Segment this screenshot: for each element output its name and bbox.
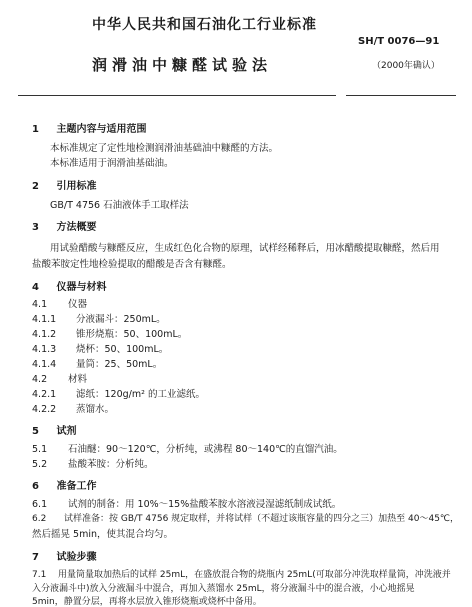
section-number: 3 — [32, 222, 39, 233]
clause-line: 6.2 试样准备：按 GB/T 4756 规定取样，并将试样（不超过该瓶容量的四分之三）加热至 40～45℃， — [32, 514, 460, 524]
section-number: 7 — [32, 552, 39, 563]
clause-line: 然后摇晃 5min，使其混合均匀。 — [32, 529, 173, 540]
section-title: 主题内容与适用范围 — [56, 124, 147, 135]
clause-line: 入分液漏斗中)放入分液漏斗中混合，再加入蒸馏水 25mL，将分液漏斗中的混合液，小心地摇晃 — [32, 584, 415, 594]
section-heading — [32, 278, 106, 293]
clause-line: 4.2.1 滤纸：120g/m² 的工业滤纸。 — [32, 389, 205, 400]
issuing-organization: 中华人民共和国石油化工行业标准 — [92, 17, 317, 33]
section-number: 2 — [32, 181, 39, 192]
section-title: 方法概要 — [56, 222, 97, 233]
clause-line: 4.1.4 量筒：25、50mL。 — [32, 359, 163, 370]
section-heading — [32, 120, 146, 135]
paragraph-line: 本标准适用于润滑油基础油。 — [50, 158, 174, 169]
clause-line: 7.1 用量筒量取加热后的试样 25mL，在盛放混合物的烧瓶内 25mL(可取部分冲洗取样量筒，冲洗液并 — [32, 570, 451, 580]
confirmation-note: （2000年确认） — [372, 61, 440, 71]
section-title: 试剂 — [56, 426, 77, 437]
clause-line: 4.1.1 分液漏斗：250mL。 — [32, 314, 166, 325]
title-rule-right — [346, 95, 456, 96]
section-title: 仪器与材料 — [56, 282, 107, 293]
paragraph-line: 盐酸苯胺定性地检验提取的醋酸是否含有糠醛。 — [32, 259, 232, 270]
section-heading — [32, 548, 96, 563]
paragraph-line: 本标准规定了定性地检测润滑油基础油中糠醛的方法。 — [50, 143, 279, 154]
clause-line: 4.1.3 烧杯：50、100mL。 — [32, 344, 169, 355]
paragraph-line: 用试验醋酸与糠醛反应，生成红色化合物的原理，试样经稀释后，用冰醋酸提取糠醛，然后用 — [50, 243, 440, 254]
section-number: 4 — [32, 282, 39, 293]
section-title: 试验步骤 — [56, 552, 97, 563]
clause-line: 4.1.2 锥形烧瓶：50、100mL。 — [32, 329, 188, 340]
section-number: 5 — [32, 426, 39, 437]
clause-line: 5min，静置分层，再将水层放入锥形烧瓶或烧杯中备用。 — [32, 597, 262, 607]
section-title: 准备工作 — [56, 481, 97, 492]
clause-line: 4.1 仪器 — [32, 299, 88, 310]
clause-line: 6.1 试剂的制备：用 10%～15%盐酸苯胺水溶液浸湿滤纸制成试纸。 — [32, 499, 342, 510]
title-rule-left — [18, 95, 336, 96]
section-title: 引用标准 — [56, 181, 97, 192]
clause-line: 4.2.2 蒸馏水。 — [32, 404, 115, 415]
section-heading — [32, 218, 96, 233]
section-number: 1 — [32, 124, 39, 135]
section-heading — [32, 422, 76, 437]
section-heading — [32, 477, 96, 492]
clause-line: 4.2 材料 — [32, 374, 88, 385]
section-number: 6 — [32, 481, 39, 492]
clause-line: 5.1 石油醚：90～120℃，分析纯，或沸程 80～140℃的直馏汽油。 — [32, 444, 343, 455]
section-heading — [32, 177, 96, 192]
standard-number: SH/T 0076—91 — [358, 36, 440, 47]
paragraph-line: GB/T 4756 石油液体手工取样法 — [50, 200, 189, 211]
clause-line: 5.2 盐酸苯胺：分析纯。 — [32, 459, 154, 470]
document-title: 润滑油中糠醛试验法 — [92, 56, 273, 74]
